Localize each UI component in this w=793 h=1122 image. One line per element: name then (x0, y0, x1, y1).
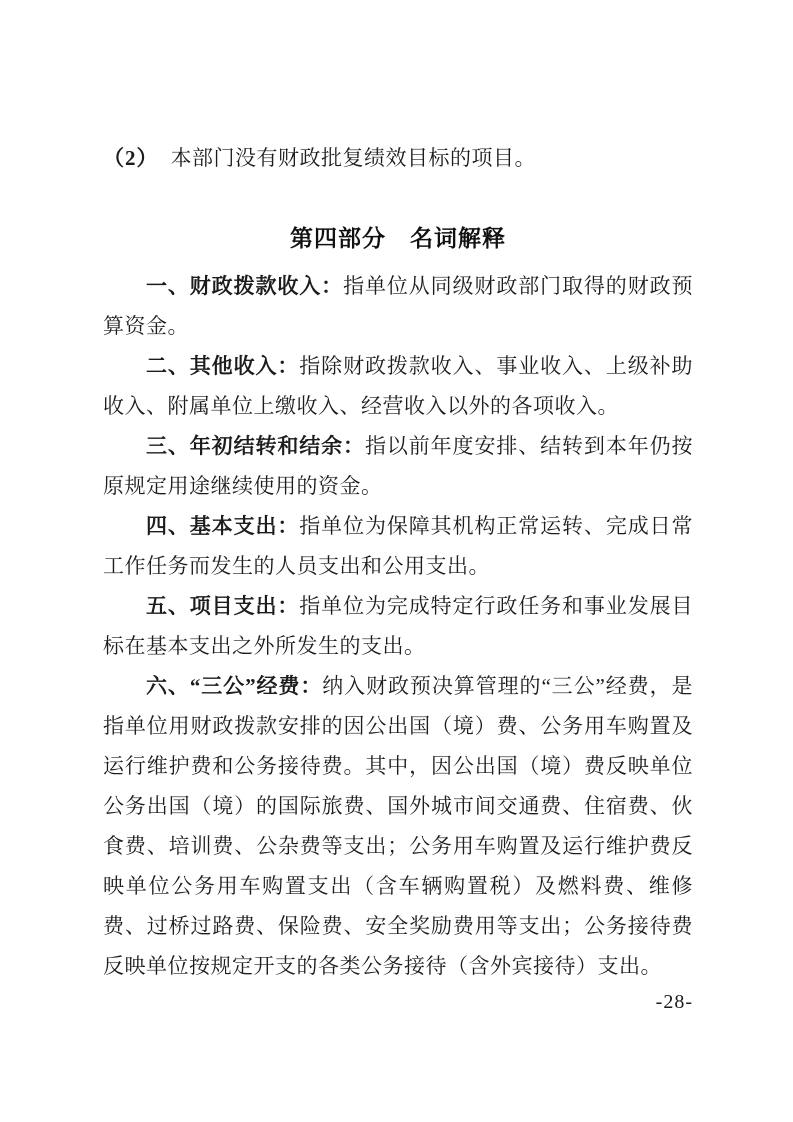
term-name-1: 一、财政拨款收入： (146, 274, 344, 298)
term-name-5: 五、项目支出： (146, 594, 300, 618)
term-definition-5: 指单位为完成特定行政任务和事业发展目标在基本支出之外所发生的支出。 (103, 594, 694, 658)
page-content (103, 0, 693, 986)
term-definition-3: 指以前年度安排、结转到本年仍按原规定用途继续使用的资金。 (103, 434, 694, 498)
term-definition-4: 指单位为保障其机构正常运转、完成日常工作任务而发生的人员支出和公用支出。 (103, 514, 694, 578)
term-paragraph-2 (103, 346, 693, 426)
term-definition-6: 纳入财政预决算管理的“三公”经费，是指单位用财政拨款安排的因公出国（境）费、公务用车购置及运行维护费和公务接待费。其中，因公出国（境）费反映单位公务出国（境）的国际旅费、国外城市间交通费、住宿费、伙食费、培训费、公杂费等支出；公务用车购置及运行维护费反映单位公务用车购置支出（含车辆购置税）及燃料费、维修费、过桥过路费、保险费、安全奖励费用等支出；公务接待费反映单位按规定开支的各类公务接待（含外宾接待）支出。 (103, 674, 694, 978)
term-name-3: 三、年初结转和结余： (146, 434, 365, 458)
term-paragraph-4 (103, 506, 693, 586)
term-name-4: 四、基本支出： (146, 514, 300, 538)
term-definition-1: 指单位从同级财政部门取得的财政预算资金。 (103, 274, 693, 338)
term-paragraph-1 (103, 266, 693, 346)
term-paragraph-6 (103, 666, 693, 986)
list-item-marker: （2） (103, 146, 159, 170)
paragraph-intro (103, 138, 693, 178)
term-paragraph-5 (103, 586, 693, 666)
term-name-2: 二、其他收入： (146, 354, 300, 378)
intro-text: 本部门没有财政批复绩效目标的项目。 (170, 146, 536, 170)
page-number: -28- (655, 991, 693, 1013)
term-definition-2: 指除财政拨款收入、事业收入、上级补助收入、附属单位上缴收入、经营收入以外的各项收入。 (103, 354, 694, 418)
term-name-6: 六、“三公”经费： (146, 674, 323, 698)
section-title: 第四部分 名词解释 (290, 225, 506, 251)
term-paragraph-3 (103, 426, 693, 506)
